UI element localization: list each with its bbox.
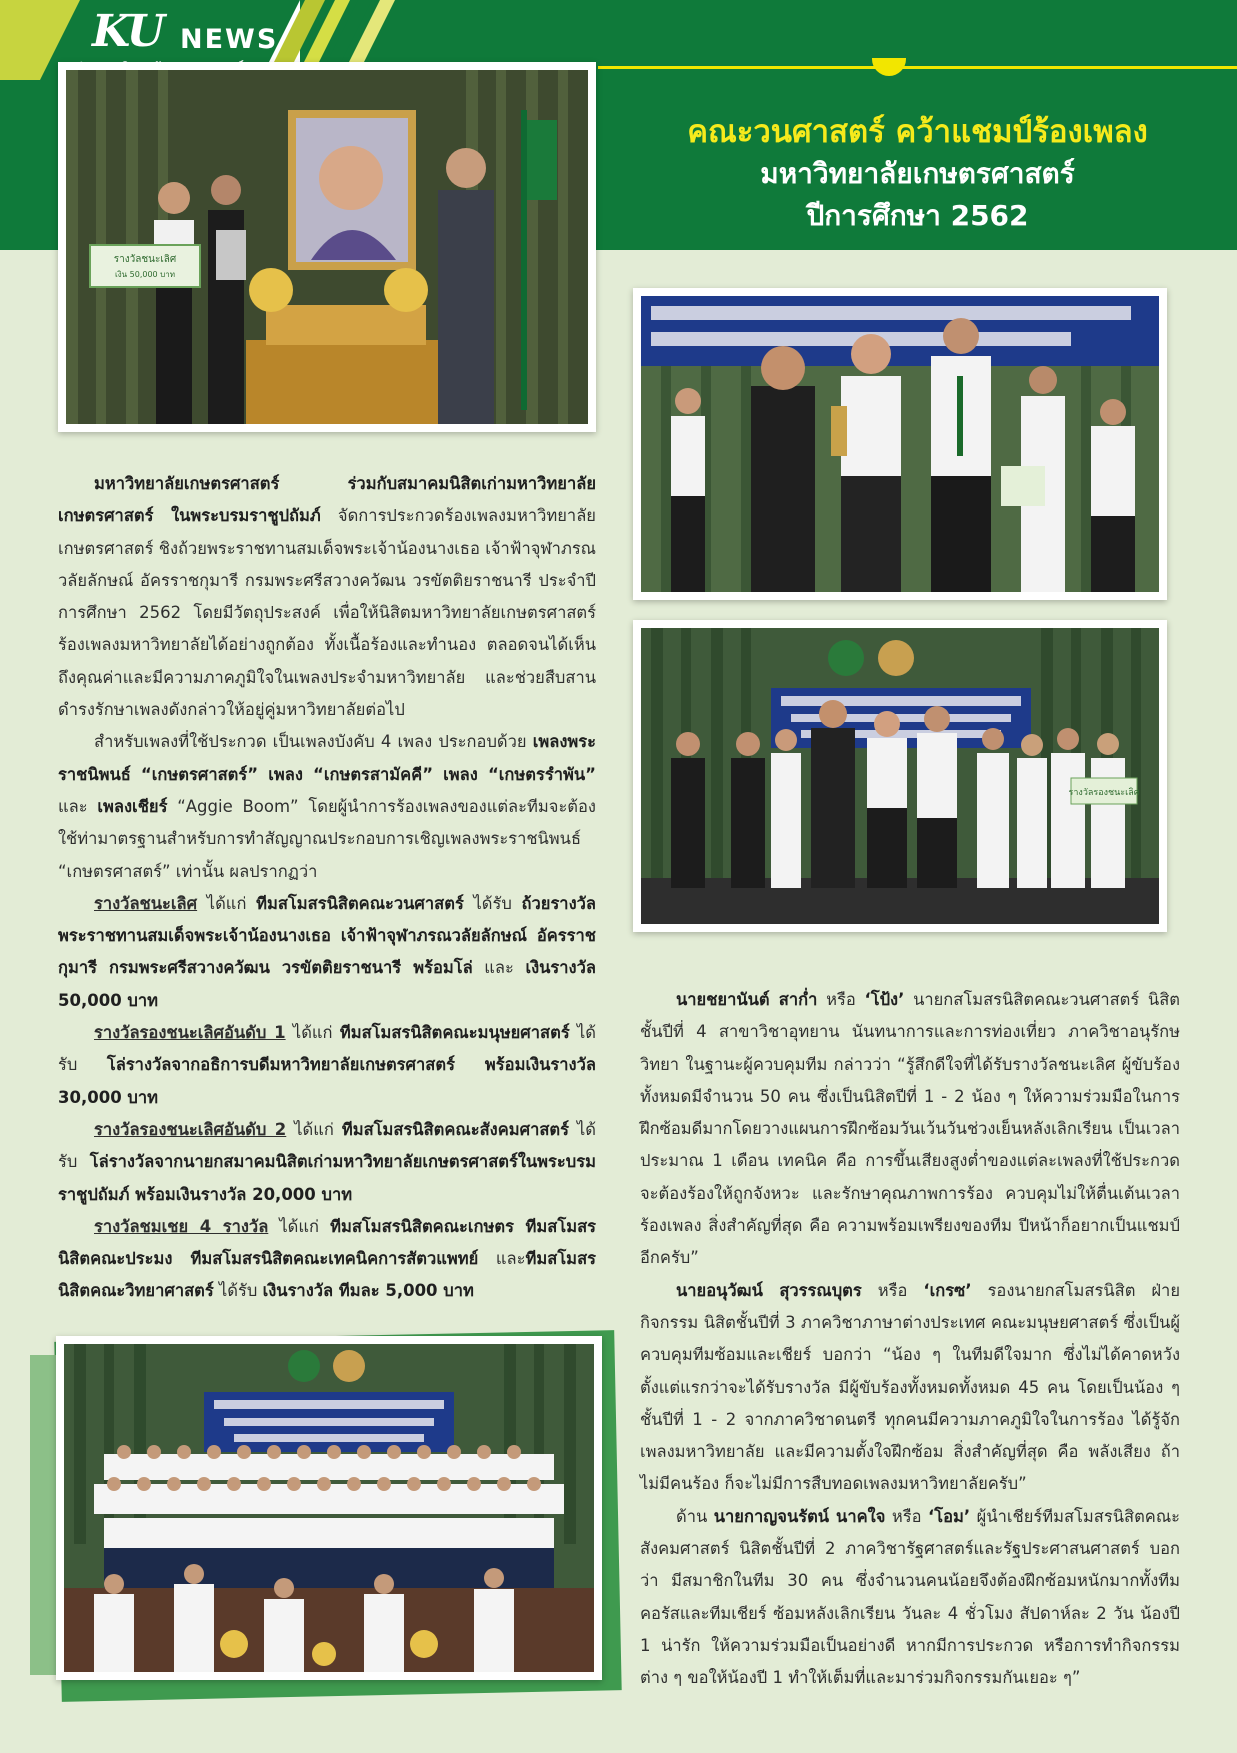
runner1-prize: โล่รางวัลจากอธิการบดีมหาวิทยาลัยเกษตรศาสตร์ พร้อมเงินรางวัล 30,000 บาท [58,1055,596,1107]
songs-cheer-label: เพลงเชียร์ [97,796,168,816]
paragraph-winner [58,888,596,1017]
quote-humanities [640,1275,1180,1501]
honorable-teams: ทีมสโมสรนิสิตคณะเกษตร ทีมสโมสรนิสิตคณะประมง ทีมสโมสรนิสิตคณะเทคนิคการสัตวแพทย์ [58,1216,597,1269]
winner-text-c: ได้รับ [463,893,522,913]
quote2-or: หรือ [861,1280,924,1300]
article-title [598,66,1237,250]
photo-choir [56,1336,602,1680]
honorable-team-science: ทีมสโมสรนิสิตคณะวิทยาศาสตร์ [58,1249,596,1301]
paragraph-honorable [58,1211,596,1308]
award-runner-up-1-label: รางวัลรองชนะเลิศอันดับ 1 [94,1023,286,1043]
winner-text-a: ได้แก่ [197,893,257,913]
honorable-text-a: ได้แก่ [268,1216,331,1236]
intro-body: จัดการประกวดร้องเพลงมหาวิทยาลัยเกษตรศาสตร์ ชิงถ้วยพระราชทานสมเด็จพระเจ้าน้องนางเธอ เจ้าฟ้าจุฬาภรณวลัยลักษณ์ อัครราชกุมารี กรมพระศรีสวางควัฒน วรขัตติยราชนารี ประจำปีการศึกษา 2562 โดยมีวัตถุประสงค์ เพื่อให้นิสิตมหาวิทยาลัยเกษตรศาสตร์ร้องเพลงมหาวิทยาลัยได้อย่างถูกต้อง ทั้งเนื้อร้องและทำนอง ตลอดจนได้เห็นถึงคุณค่าและมีความภาคภูมิใจในเพลงประจำมหาวิทยาลัย และช่วยสืบสานดำรงรักษาเพลงดังกล่าวให้อยู่คู่มหาวิทยาลัยต่อไป [58,506,596,720]
paragraph-intro [58,468,596,726]
quote1-or: หรือ [817,990,865,1009]
paragraph-runner-up-1 [58,1017,596,1114]
winner-team: ทีมสโมสรนิสิตคณะวนศาสตร์ [256,893,464,913]
songs-intro: สำหรับเพลงที่ใช้ประกวด เป็นเพลงบังคับ 4 เพลง ประกอบด้วย [94,732,533,752]
honorable-text-e: ได้รับ [213,1281,263,1301]
photo-trophy-handover [633,288,1167,600]
runner1-team: ทีมสโมสรนิสิตคณะมนุษยศาสตร์ [339,1023,570,1043]
winner-prize: ถ้วยรางวัลพระราชทานสมเด็จพระเจ้าน้องนางเธอ เจ้าฟ้าจุฬาภรณวลัยลักษณ์ อัครราชกุมารี กรมพระศรีสวางควัฒน วรขัตติยราชนารี พร้อมโล่ [58,893,596,978]
logo-news: NEWS [180,24,279,55]
intro-lead: มหาวิทยาลัยเกษตรศาสตร์ ร่วมกับสมาคมนิสิตเก่ามหาวิทยาลัยเกษตรศาสตร์ ในพระบรมราชูปถัมภ์ [58,474,596,526]
quote1-name: นายชยานันต์ สาก่ำ [676,990,818,1009]
quote3-nickname: ‘โอม’ [927,1506,971,1526]
title-line-3: ปีการศึกษา 2562 [806,199,1029,232]
logo-ku: KU [92,6,164,57]
quote-social-sciences [640,1501,1180,1695]
runner1-text-c: ได้รับ [58,1023,596,1075]
title-line-2: มหาวิทยาลัยเกษตรศาสตร์ [760,157,1075,190]
honorable-prize: เงินรางวัล ทีมละ 5,000 บาท [262,1281,474,1301]
quote2-nickname: ‘เกรซ’ [923,1280,972,1300]
quote1-nickname: ‘โป้ง’ [864,990,905,1009]
paragraph-runner-up-2 [58,1114,596,1211]
award-honorable-label: รางวัลชมเชย 4 รางวัล [94,1216,269,1236]
left-column-text [58,468,596,1308]
runner2-team: ทีมสโมสรนิสิตคณะสังคมศาสตร์ [341,1119,570,1139]
photo-award-stage [58,62,596,432]
winner-text-e: และ [472,958,526,978]
award-runner-up-2-label: รางวัลรองชนะเลิศอันดับ 2 [94,1119,287,1139]
photo-group-stage [633,620,1167,932]
honorable-text-c: และ [478,1249,526,1269]
winner-money: เงินรางวัล 50,000 บาท [58,958,596,1010]
award-sign: รางวัลรองชนะเลิศ [1068,788,1140,798]
quote-forestry [640,984,1180,1275]
paragraph-songs [58,726,596,887]
quote3-lead: ด้าน [676,1506,714,1526]
songs-and: และ [58,796,98,816]
right-column-text [640,984,1180,1695]
quote3-or: หรือ [885,1506,928,1526]
runner1-text-a: ได้แก่ [285,1023,340,1043]
quote3-name: นายกาญจนรัตน์ นาคใจ [713,1506,886,1526]
runner2-text-c: ได้รับ [58,1119,596,1172]
runner2-text-a: ได้แก่ [286,1119,342,1139]
quote2-name: นายอนุวัฒน์ สุวรรณบุตร [676,1280,862,1300]
certificate-title: รางวัลชนะเลิศ [113,254,177,265]
songs-royal: เพลงพระราชนิพนธ์ “เกษตรศาสตร์” เพลง “เกษตรสามัคคี” เพลง “เกษตรรำพัน” [58,732,596,784]
title-line-1: คณะวนศาสตร์ คว้าแชมป์ร้องเพลง [687,114,1148,150]
quote1-body: นายกสโมสรนิสิตคณะวนศาสตร์ นิสิตชั้นปีที่ 4 สาขาวิชาอุทยาน นันทนาการและการท่องเที่ยว ภาควิชาอนุรักษวิทยา ในฐานะผู้ควบคุมทีม กล่าวว่า “รู้สึกดีใจที่ได้รับรางวัลชนะเลิศ ผู้ขับร้องทั้งหมดมีจำนวน 50 คน ซึ่งเป็นนิสิตปีที่ 1 - 2 น้อง ๆ ให้ความร่วมมือในการฝึกซ้อมดีมากโดยวางแผนการฝึกซ้อมวันเว้นวันช่วงเย็นหลังเลิกเรียน เป็นเวลาประมาณ 1 เดือน เทคนิค คือ การขึ้นเสียงสูงต่ำของแต่ละเพลงที่ใช้ประกวดจะต้องร้องให้ถูกจังหวะ และรักษาคุณภาพการร้อง ควบคุมไม่ให้ตื่นเต้นเวลาร้องเพลง สิ่งสำคัญที่สุด คือ ความพร้อมเพรียงของทีม ปีหน้าก็อยากเป็นแชมป์อีกครับ” [640,990,1180,1268]
runner2-prize: โล่รางวัลจากนายกสมาคมนิสิตเก่ามหาวิทยาลัยเกษตรศาสตร์ในพระบรมราชูปถัมภ์ พร้อมเงินรางวัล 20,000 บาท [58,1152,596,1204]
certificate-amount: เงิน 50,000 บาท [114,270,176,279]
quote3-body: ผู้นำเชียร์ทีมสโมสรนิสิตคณะสังคมศาสตร์ นิสิตชั้นปีที่ 2 ภาควิชารัฐศาสตร์และรัฐประศาสนศาสตร์ บอกว่า มีสมาชิกในทีม 30 คน ซึ่งจำนวนคนน้อยจึงต้องฝึกซ้อมหนักมากทั้งทีมคอรัสและทีมเชียร์ ซ้อมหลังเลิกเรียน วันละ 4 ชั่วโมง สัปดาห์ละ 2 วัน น้องปี 1 น่ารัก ให้ความร่วมมือเป็นอย่างดี หากมีการประกวด หรือการทำกิจกรรมต่าง ๆ ขอให้น้องปี 1 ทำให้เต็มที่และมาร่วมกิจกรรมกันเยอะ ๆ” [640,1506,1180,1688]
award-winner-label: รางวัลชนะเลิศ [94,893,198,913]
songs-body: “Aggie Boom” โดยผู้นำการร้องเพลงของแต่ละทีมจะต้องใช้ท่ามาตรฐานสำหรับการทำสัญญาณประกอบการเชิญเพลงพระราชนิพนธ์ “เกษตรศาสตร์” เท่านั้น ผลปรากฏว่า [58,796,596,881]
quote2-body: รองนายกสโมสรนิสิต ฝ่ายกิจกรรม นิสิตชั้นปีที่ 3 ภาควิชาภาษาต่างประเทศ คณะมนุษยศาสตร์ ซึ่งเป็นผู้ควบคุมทีมซ้อมและเชียร์ บอกว่า “น้อง ๆ ในทีมดีใจมาก ซึ่งไม่ได้คาดหวังตั้งแต่แรกว่าจะได้รับรางวัล มีผู้ขับร้องทั้งหมดทั้งหมด 45 คน โดยเป็นน้อง ๆ ชั้นปีที่ 1 - 2 จากภาควิชาดนตรี ทุกคนมีความภาคภูมิใจในการร้อง ได้รู้จักเพลงมหาวิทยาลัย และมีความตั้งใจฝึกซ้อม สิ่งสำคัญที่สุด คือ พลังเสียง ถ้าไม่มีคนร้อง ก็จะไม่มีการสืบทอดเพลงมหาวิทยาลัยครับ” [640,1280,1180,1494]
